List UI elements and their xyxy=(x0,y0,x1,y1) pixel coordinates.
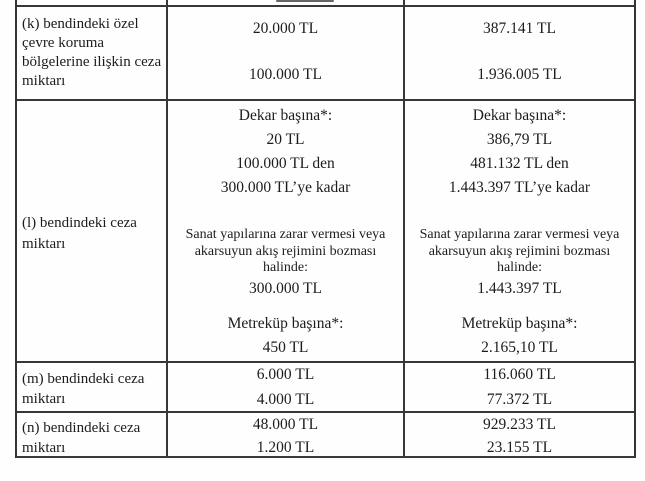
row-k-old-amount-cell xyxy=(168,7,405,99)
row-k-old-value-1: 20.000 TL xyxy=(252,20,319,37)
row-l-label-line: miktarı xyxy=(22,236,66,252)
table-row-clipped-top xyxy=(17,0,634,5)
row-l-new-damage-value: 1.443.397 TL xyxy=(477,279,562,297)
row-n-old-value-2: 1.200 TL xyxy=(256,439,315,456)
row-k-old-value-2: 100.000 TL xyxy=(249,66,322,83)
row-m-label-line: (m) bendindeki ceza xyxy=(22,371,145,387)
row-n-old-amount-cell xyxy=(168,413,405,456)
row-k-label-line: bölgelerine ilişkin ceza xyxy=(22,54,162,70)
row-l-new-amount-cell xyxy=(405,101,634,361)
row-k-label-line: çevre koruma xyxy=(22,35,105,51)
row-m-description-cell xyxy=(17,363,168,411)
row-l-new-damage-line: halinde: xyxy=(496,260,543,275)
row-n-label-line: miktarı xyxy=(22,440,66,456)
row-l-old-metrekup-header: Metreküp başına*: xyxy=(227,314,344,332)
clipped-cell-old-amount xyxy=(168,0,405,5)
row-l-old-range-from: 100.000 TL den xyxy=(236,155,335,172)
row-n-old-value-1: 48.000 TL xyxy=(252,416,319,433)
row-m-old-value-2: 4.000 TL xyxy=(256,391,315,408)
clipped-cell-new-amount xyxy=(405,0,634,5)
row-k-new-value-1: 387.141 TL xyxy=(483,20,556,37)
row-k-label-line: miktarı xyxy=(22,73,66,89)
clipped-cell-description xyxy=(17,0,168,5)
row-l-new-dekar-header: Dekar başına*: xyxy=(472,107,567,124)
row-m-old-amount-cell xyxy=(168,363,405,411)
penalty-amounts-table xyxy=(15,0,636,458)
row-l-old-damage-line: halinde: xyxy=(262,260,309,275)
row-l-new-damage-line: Sanat yapılarına zarar vermesi veya xyxy=(419,227,620,242)
row-m-new-value-2: 77.372 TL xyxy=(486,391,553,408)
row-l-old-dekar-header: Dekar başına*: xyxy=(238,107,333,124)
row-l-new-metrekup-header: Metreküp başına*: xyxy=(461,314,578,332)
table-row-n xyxy=(17,411,634,456)
clipped-text-remnant xyxy=(276,0,334,2)
row-n-new-value-1: 929.233 TL xyxy=(483,416,556,433)
row-l-old-range-to: 300.000 TL’ye kadar xyxy=(220,179,351,196)
row-l-old-damage-line: akarsuyun akış rejimini bozması xyxy=(194,243,377,259)
row-k-new-value-2: 1.936.005 TL xyxy=(477,66,562,83)
row-n-new-amount-cell xyxy=(405,413,634,456)
row-l-description-cell xyxy=(17,101,168,361)
row-m-old-value-1: 6.000 TL xyxy=(256,366,315,383)
row-n-new-value-2: 23.155 TL xyxy=(486,439,553,456)
table-row-m xyxy=(17,361,634,411)
row-l-new-range-to: 1.443.397 TL’ye kadar xyxy=(448,179,591,196)
row-l-new-metrekup-value: 2.165,10 TL xyxy=(481,338,558,356)
row-k-description-cell xyxy=(17,7,168,99)
row-l-label-line: (l) bendindeki ceza xyxy=(22,215,137,231)
row-l-old-amount-cell xyxy=(168,101,405,361)
row-k-label-line: (k) bendindeki özel xyxy=(22,16,139,32)
row-l-new-range-from: 481.132 TL den xyxy=(470,155,569,172)
row-m-new-amount-cell xyxy=(405,363,634,411)
row-l-old-metrekup-value: 450 TL xyxy=(262,338,309,356)
row-l-new-dekar-value: 386,79 TL xyxy=(486,131,553,148)
row-m-label-line: miktarı xyxy=(22,391,66,407)
row-l-old-damage-line: Sanat yapılarına zarar vermesi veya xyxy=(185,227,386,242)
row-k-new-amount-cell xyxy=(405,7,634,99)
row-l-new-damage-line: akarsuyun akış rejimini bozması xyxy=(428,243,611,259)
row-n-description-cell xyxy=(17,413,168,456)
row-m-new-value-1: 116.060 TL xyxy=(483,366,556,383)
table-row-k xyxy=(17,5,634,99)
row-n-label-line: (n) bendindeki ceza xyxy=(22,420,141,436)
row-l-old-dekar-value: 20 TL xyxy=(266,131,305,148)
table-row-l xyxy=(17,99,634,361)
row-l-old-damage-value: 300.000 TL xyxy=(249,279,322,297)
